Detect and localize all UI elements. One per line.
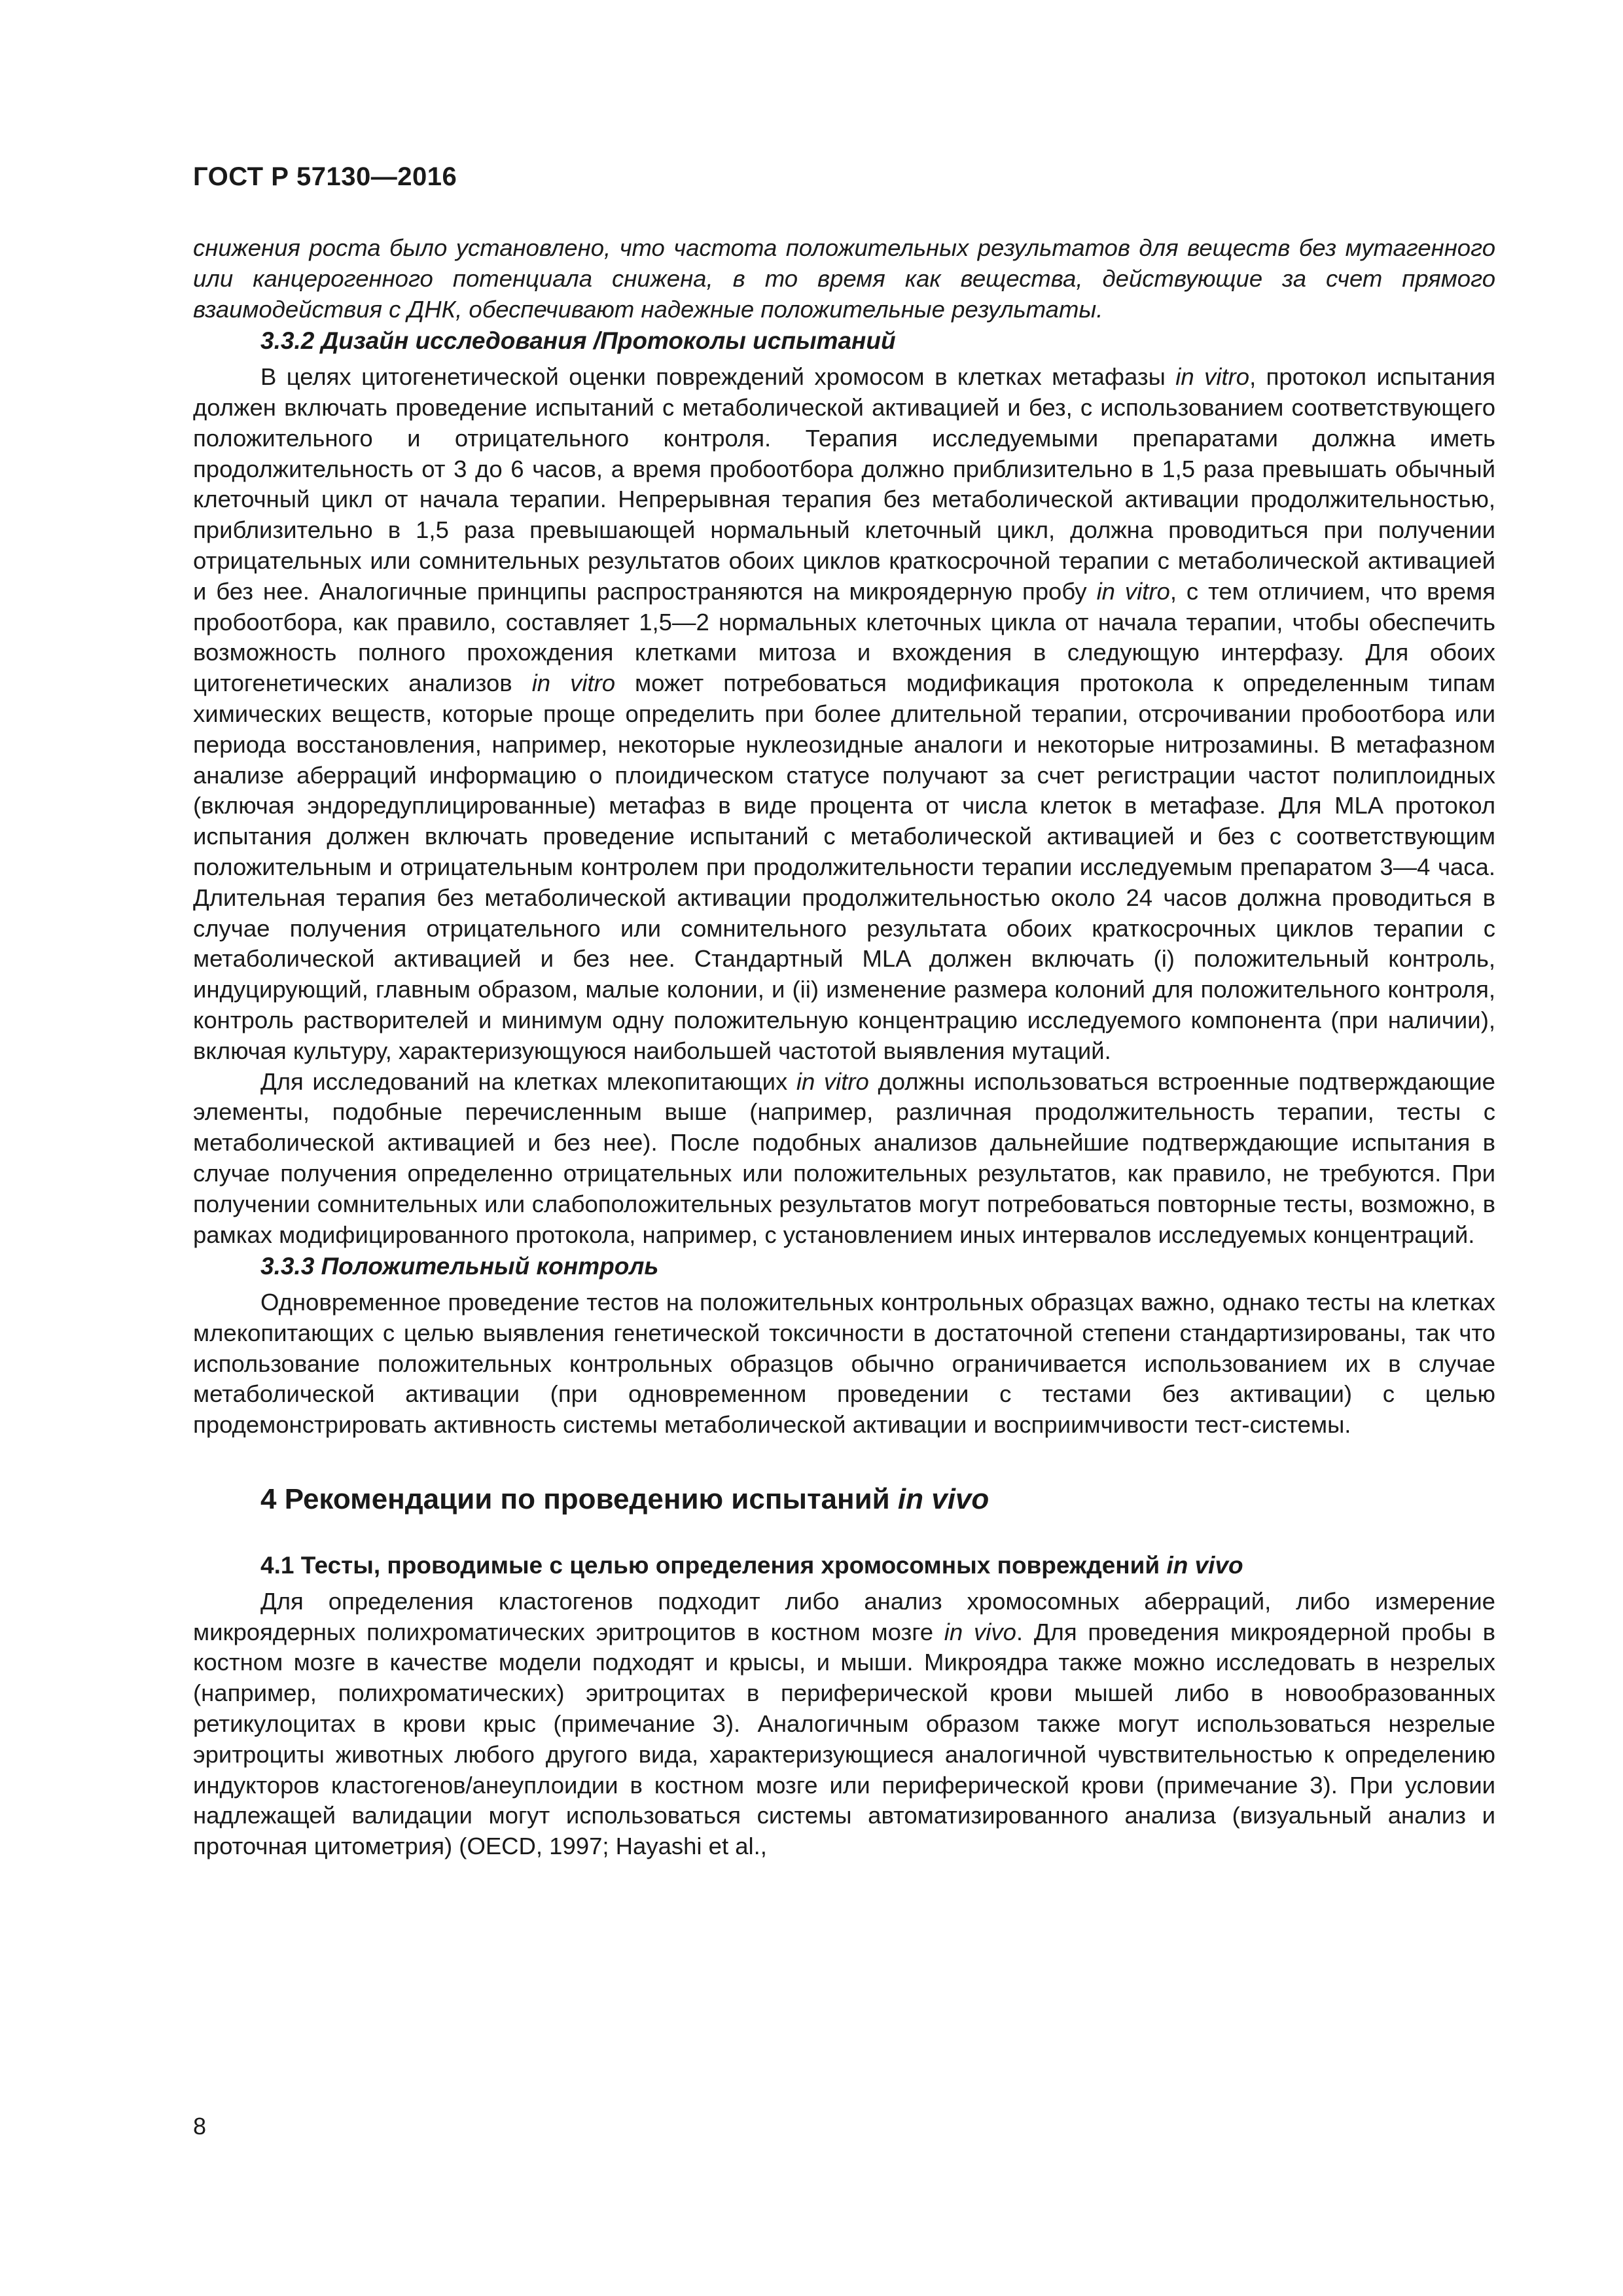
- section-4-1-heading: [193, 1551, 1495, 1581]
- section-3-3-3-paragraph-1: Одновременное проведение тестов на положительных контрольных образцах важно, однако тесты на клетках млекопитающих с целью выявления генетической токсичности в достаточной степени стандартизированы, так что использование положительных контрольных образцов обычно ограничивается использованием их в случае метаболической активации (при одновременном проведении с тестами без активации) с целью продемонстрировать активность системы метаболической активации и восприимчивости тест-системы.: [193, 1289, 1495, 1439]
- section-3-3-2-paragraph-2: [193, 1067, 1495, 1251]
- heading-text: 4.1 Тесты, проводимые с целью определения хромосомных повреждений: [260, 1552, 1167, 1579]
- heading-italic-term: in vivo: [1166, 1552, 1243, 1579]
- heading-italic-term: in vivo: [897, 1483, 990, 1516]
- italic-term: in vitro: [1096, 577, 1170, 605]
- text-run: Для исследований на клетках млекопитающих: [260, 1067, 796, 1095]
- section-4-heading: [193, 1481, 1495, 1518]
- italic-term: in vivo: [944, 1618, 1016, 1645]
- italic-term: in vitro: [796, 1067, 869, 1095]
- text-run: , протокол испытания должен включать проведение испытаний с метаболической активацией и без, с использованием соответствующего положительного и отрицательного контроля. Терапия исследуемыми препаратами должна иметь продолжительность от 3 до 6 часов, а время пробоотбора должно приблизительно в 1,5 раза превышать обычный клеточный цикл от начала терапии. Непрерывная терапия без метаболической активации продолжительностью, приблизительно в 1,5 раза превышающей нормальный клеточный цикл, должна проводиться при получении отрицательных или сомнительных результатов обоих циклов краткосрочной терапии с метаболической активацией и без нее. Аналогичные принципы распространяются на микроядерную пробу: [193, 363, 1495, 605]
- section-4-1-paragraph-1: [193, 1587, 1495, 1862]
- italic-term: in vitro: [531, 670, 616, 697]
- heading-text: 4 Рекомендации по проведению испытаний: [260, 1483, 898, 1516]
- section-3-3-2-paragraph-1: [193, 362, 1495, 1066]
- italic-term: in vitro: [1175, 363, 1250, 391]
- page-number: 8: [193, 2113, 207, 2140]
- text-run: , с тем отличием, что время пробоотбора, как правило, составляет 1,5—2 нормальных клеточных цикла от начала терапии, чтобы обеспечить возможность полного прохождения клетками митоза и вхождения в следующую интерфазу. Для обоих цитогенетических анализов: [193, 577, 1495, 697]
- text-run: В целях цитогенетической оценки повреждений хромосом в клетках метафазы: [260, 363, 1176, 391]
- text-run: должны использоваться встроенные подтверждающие элементы, подобные перечисленным выше (например, различная продолжительность терапии, тесты с метаболической активацией и без нее). После подобных анализов дальнейшие подтверждающие испытания в случае получения определенно отрицательных или положительных результатов, как правило, не требуются. При получении сомнительных или слабоположительных результатов могут потребоваться повторные тесты, возможно, в рамках модифицированного протокола, например, с установлением иных интервалов исследуемых концентраций.: [193, 1067, 1495, 1248]
- text-run: Для определения кластогенов подходит либо анализ хромосомных аберраций, либо измерение микроядерных полихроматических эритроцитов в костном мозге: [193, 1587, 1495, 1645]
- document-header: ГОСТ Р 57130—2016: [193, 162, 457, 191]
- text-run: может потребоваться модификация протокола к определенным типам химических веществ, которые проще определить при более длительной терапии, отсрочивании пробоотбора или периода восстановления, например, некоторые нуклеозидные аналоги и некоторые нитрозамины. В метафазном анализе аберраций информацию о плоидическом статусе получают за счет регистрации частот полиплоидных (включая эндоредуплицированные) метафаз в виде процента от числа клеток в метафазе. Для MLA протокол испытания должен включать проведение испытаний с метаболической активацией и без с соответствующим положительным и отрицательным контролем при продолжительности терапии исследуемым препаратом 3—4 часа. Длительная терапия без метаболической активации продолжительностью около 24 часов должна проводиться в случае получения отрицательного или сомнительного результата обоих краткосрочных циклов терапии с метаболической активацией и без нее. Стандартный MLA должен включать (i) положительный контроль, индуцирующий, главным образом, малые колонии, и (ii) изменение размера колоний для положительного контроля, контроль растворителей и минимум одну положительную концентрацию исследуемого компонента (при наличии), включая культуру, характеризующуюся наибольшей частотой выявления мутаций.: [193, 670, 1495, 1064]
- intro-paragraph: снижения роста было установлено, что частота положительных результатов для веществ без мутагенного или канцерогенного потенциала снижена, в то время как вещества, действующие за счет прямого взаимодействия с ДНК, обеспечивают надежные положительные результаты.: [193, 234, 1495, 323]
- text-run: . Для проведения микроядерной пробы в костном мозге в качестве модели подходят и крысы, и мыши. Микроядра также можно исследовать в незрелых (например, полихроматических) эритроцитах в периферической крови мышей либо в новообразованных ретикулоцитах в крови крыс (примечание 3). Аналогичным образом также могут использоваться незрелые эритроциты животных любого другого вида, характеризующиеся аналогичной чувствительностью к определению индукторов кластогенов/анеуплоидии в костном мозге или периферической крови (примечание 3). При условии надлежащей валидации могут использоваться системы автоматизированного анализа (визуальный анализ и проточная цитометрия) (OECD, 1997; Hayashi et al.,: [193, 1618, 1495, 1860]
- page-content: [193, 233, 1495, 1862]
- section-3-3-3-heading: 3.3.3 Положительный контроль: [260, 1253, 659, 1280]
- section-3-3-2-heading: 3.3.2 Дизайн исследования /Протоколы испытаний: [260, 327, 896, 355]
